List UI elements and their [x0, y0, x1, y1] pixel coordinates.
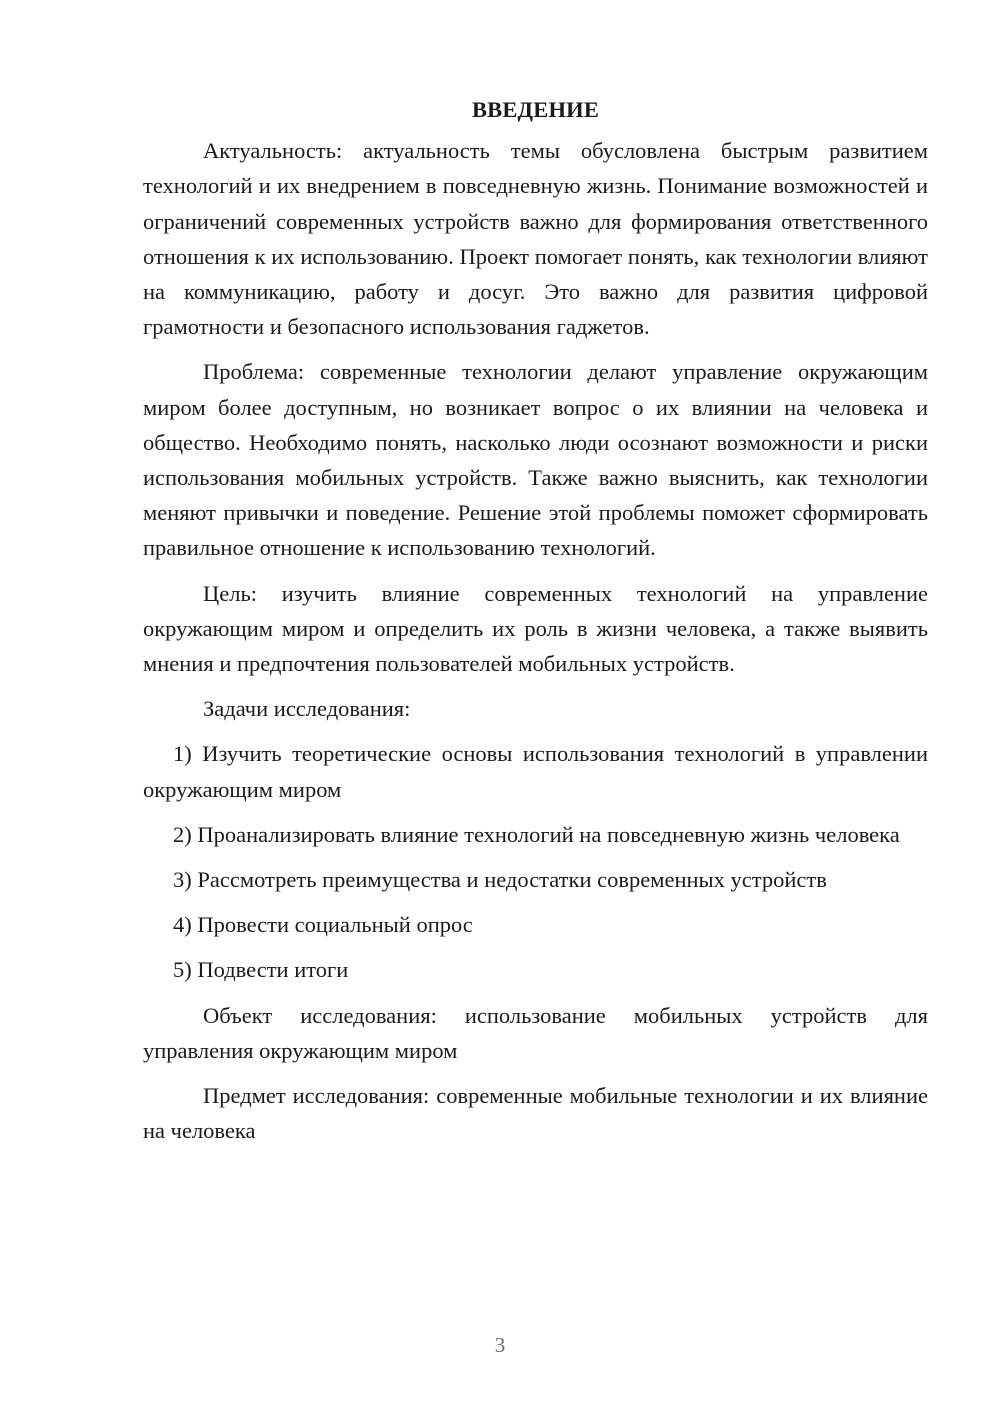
- page-number: 3: [494, 1333, 506, 1357]
- relevance-paragraph: Актуальность: актуальность темы обусловлена быстрым развитием технологий и их внедрением в повседневную жизнь. Понимание возможностей и ограничений современных устройств важно для формирования ответственного отношения к их использованию. Проект помогает понять, как технологии влияют на коммуникацию, работу и досуг. Это важно для развития цифровой грамотности и безопасного использования гаджетов.: [143, 138, 928, 340]
- problem-paragraph: Проблема: современные технологии делают управление окружающим миром более доступным, но возникает вопрос о их влиянии на человека и общество. Необходимо понять, насколько люди осознают возможности и риски использования мобильных устройств. Также важно выяснить, как технологии меняют привычки и поведение. Решение этой проблемы поможет сформировать правильное отношение к использованию технологий.: [143, 359, 928, 561]
- task-item-4: 4) Провести социальный опрос: [173, 912, 473, 938]
- task-item-2: 2) Проанализировать влияние технологий на повседневную жизнь человека: [173, 821, 900, 847]
- task-item-1: 1) Изучить теоретические основы использования технологий в управлении окружающим миром: [143, 741, 928, 802]
- tasks-heading: Задачи исследования:: [203, 696, 411, 722]
- goal-paragraph: Цель: изучить влияние современных технологий на управление окружающим миром и определить их роль в жизни человека, а также выявить мнения и предпочтения пользователей мобильных устройств.: [143, 580, 928, 677]
- task-item-5: 5) Подвести итоги: [173, 957, 349, 983]
- section-title: ВВЕДЕНИЕ: [471, 97, 600, 122]
- object-paragraph: Объект исследования: использование мобильных устройств для управления окружающим миром: [143, 1002, 928, 1063]
- subject-paragraph: Предмет исследования: современные мобильные технологии и их влияние на человека: [143, 1083, 928, 1144]
- task-item-3: 3) Рассмотреть преимущества и недостатки современных устройств: [173, 867, 827, 893]
- page-content: [143, 92, 928, 1158]
